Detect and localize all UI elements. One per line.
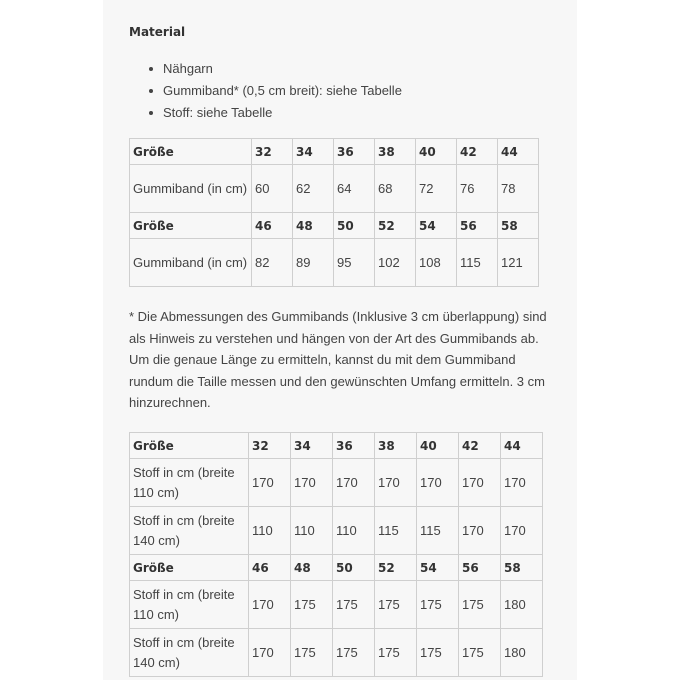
list-item: Stoff: siehe Tabelle bbox=[149, 102, 402, 124]
list-item: Nähgarn bbox=[149, 58, 402, 80]
table-cell: 58 bbox=[501, 555, 543, 581]
table-cell: 56 bbox=[457, 213, 498, 239]
row-label: Größe bbox=[130, 139, 252, 165]
table-row bbox=[130, 459, 543, 507]
table-cell: 78 bbox=[498, 165, 539, 213]
table-cell: 108 bbox=[416, 239, 457, 287]
table-cell: 36 bbox=[333, 433, 375, 459]
table-cell: 170 bbox=[249, 459, 291, 507]
table-cell: 175 bbox=[333, 581, 375, 629]
table-cell: 34 bbox=[291, 433, 333, 459]
row-label: Stoff in cm (breite 140 cm) bbox=[130, 507, 249, 555]
table-cell: 110 bbox=[333, 507, 375, 555]
table-cell: 175 bbox=[333, 629, 375, 677]
table-cell: 175 bbox=[417, 629, 459, 677]
table-cell: 121 bbox=[498, 239, 539, 287]
document-page bbox=[103, 0, 577, 680]
table-row bbox=[130, 629, 543, 677]
list-item: Gummiband* (0,5 cm breit): siehe Tabelle bbox=[149, 80, 402, 102]
table-cell: 32 bbox=[249, 433, 291, 459]
table-cell: 170 bbox=[249, 629, 291, 677]
table-cell: 89 bbox=[293, 239, 334, 287]
table-cell: 115 bbox=[457, 239, 498, 287]
table-cell: 175 bbox=[291, 581, 333, 629]
row-label: Stoff in cm (breite 110 cm) bbox=[130, 459, 249, 507]
table-cell: 58 bbox=[498, 213, 539, 239]
table-cell: 44 bbox=[501, 433, 543, 459]
table-row bbox=[130, 507, 543, 555]
table-cell: 40 bbox=[416, 139, 457, 165]
table-cell: 180 bbox=[501, 581, 543, 629]
table-cell: 170 bbox=[333, 459, 375, 507]
table-cell: 170 bbox=[291, 459, 333, 507]
table-cell: 56 bbox=[459, 555, 501, 581]
table-cell: 48 bbox=[293, 213, 334, 239]
table-cell: 170 bbox=[417, 459, 459, 507]
table-cell: 54 bbox=[416, 213, 457, 239]
material-list bbox=[129, 58, 402, 124]
table-header-row bbox=[130, 433, 543, 459]
table-cell: 34 bbox=[293, 139, 334, 165]
table-cell: 48 bbox=[291, 555, 333, 581]
table-row bbox=[130, 581, 543, 629]
table-cell: 170 bbox=[459, 507, 501, 555]
table-cell: 50 bbox=[333, 555, 375, 581]
row-label: Gummiband (in cm) bbox=[130, 165, 252, 213]
table-cell: 32 bbox=[252, 139, 293, 165]
table-cell: 175 bbox=[375, 581, 417, 629]
table-row bbox=[130, 165, 539, 213]
table-cell: 72 bbox=[416, 165, 457, 213]
table-cell: 60 bbox=[252, 165, 293, 213]
table-cell: 40 bbox=[417, 433, 459, 459]
table-row bbox=[130, 239, 539, 287]
table-header-row bbox=[130, 213, 539, 239]
table-cell: 175 bbox=[417, 581, 459, 629]
table-cell: 62 bbox=[293, 165, 334, 213]
fabric-size-table bbox=[129, 432, 543, 677]
table-cell: 110 bbox=[249, 507, 291, 555]
table-cell: 38 bbox=[375, 433, 417, 459]
table-cell: 54 bbox=[417, 555, 459, 581]
table-cell: 44 bbox=[498, 139, 539, 165]
table-cell: 36 bbox=[334, 139, 375, 165]
row-label: Stoff in cm (breite 110 cm) bbox=[130, 581, 249, 629]
table-cell: 42 bbox=[457, 139, 498, 165]
elastic-note: * Die Abmessungen des Gummibands (Inklusive 3 cm überlappung) sind als Hinweis zu verstehen und hängen von der Art des Gummibands ab. Um die genaue Länge zu ermitteln, kannst du mit dem Gummiband rundum die Taille messen und den gewünschten Umfang ermitteln. 3 cm hinzurechnen. bbox=[129, 309, 547, 410]
table-cell: 42 bbox=[459, 433, 501, 459]
row-label: Größe bbox=[130, 555, 249, 581]
table-cell: 52 bbox=[375, 213, 416, 239]
table-cell: 68 bbox=[375, 165, 416, 213]
table-header-row bbox=[130, 555, 543, 581]
row-label: Gummiband (in cm) bbox=[130, 239, 252, 287]
table-cell: 38 bbox=[375, 139, 416, 165]
table-cell: 170 bbox=[375, 459, 417, 507]
section-heading: Material bbox=[129, 25, 186, 39]
table-cell: 170 bbox=[501, 507, 543, 555]
table-cell: 180 bbox=[501, 629, 543, 677]
table-cell: 64 bbox=[334, 165, 375, 213]
elastic-size-table bbox=[129, 138, 539, 287]
table-cell: 170 bbox=[459, 459, 501, 507]
row-label: Größe bbox=[130, 213, 252, 239]
table-cell: 170 bbox=[249, 581, 291, 629]
table-cell: 52 bbox=[375, 555, 417, 581]
table-cell: 170 bbox=[501, 459, 543, 507]
table-header-row bbox=[130, 139, 539, 165]
row-label: Größe bbox=[130, 433, 249, 459]
table-cell: 46 bbox=[252, 213, 293, 239]
table-cell: 175 bbox=[291, 629, 333, 677]
table-cell: 115 bbox=[375, 507, 417, 555]
row-label: Stoff in cm (breite 140 cm) bbox=[130, 629, 249, 677]
table-cell: 102 bbox=[375, 239, 416, 287]
table-cell: 76 bbox=[457, 165, 498, 213]
table-cell: 175 bbox=[459, 629, 501, 677]
table-cell: 175 bbox=[459, 581, 501, 629]
table-cell: 82 bbox=[252, 239, 293, 287]
table-cell: 46 bbox=[249, 555, 291, 581]
table-cell: 175 bbox=[375, 629, 417, 677]
table-cell: 95 bbox=[334, 239, 375, 287]
table-cell: 50 bbox=[334, 213, 375, 239]
table-cell: 110 bbox=[291, 507, 333, 555]
table-cell: 115 bbox=[417, 507, 459, 555]
